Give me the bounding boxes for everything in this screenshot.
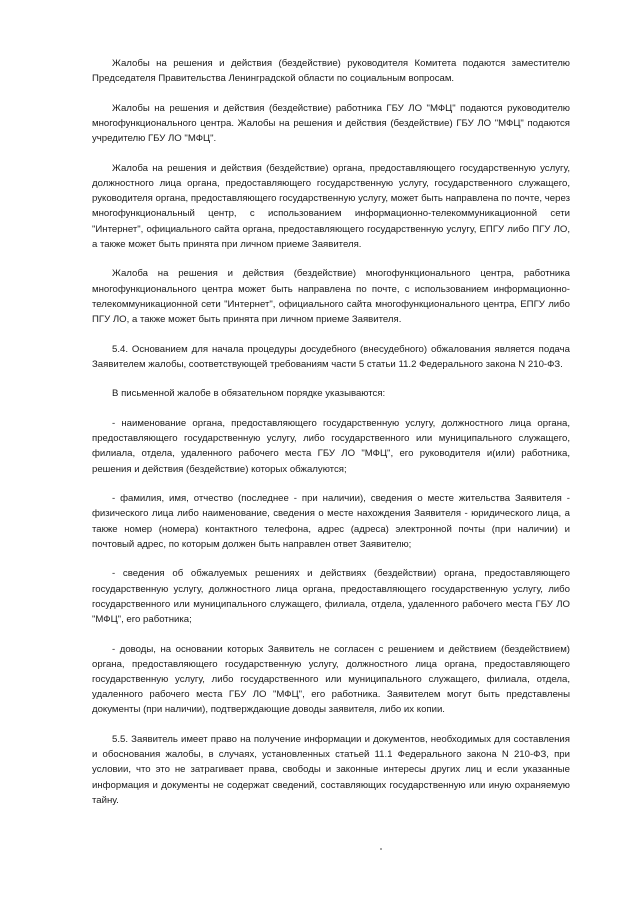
paragraph-complaint-committee-head: Жалобы на решения и действия (бездействие) руководителя Комитета подаются заместителю Председателя Правительства Ленинградской области по социальным вопросам. [92, 58, 570, 85]
paragraph-section-5-5: 5.5. Заявитель имеет право на получение информации и документов, необходимых для составления и обоснования жалобы, в случаях, установленных статьей 11.1 Федерального закона N 210-ФЗ, при условии, что это не затрагивает права, свободы и законные интересы других лиц и если указанные информация и документы не содержат сведений, составляющих государственную или иную охраняемую тайну. [92, 734, 570, 806]
paragraph-section-5-4: 5.4. Основанием для начала процедуры досудебного (внесудебного) обжалования является подача Заявителем жалобы, соответствующей требованиям части 5 статьи 11.2 Федерального закона N 210-ФЗ. [92, 343, 570, 370]
list-item-authority-name: - наименование органа, предоставляющего государственную услугу, должностного лица органа, предоставляющего государственную услугу, либо государственного или муниципального служащего, филиала, отдела, удаленного рабочего места ГБУ ЛО "МФЦ", его руководителя и(или) работника, решения и действия (бездействие) которых обжалуются; [92, 418, 570, 475]
list-item-appealed-decisions: - сведения об обжалуемых решениях и действиях (бездействии) органа, предоставляющего государственную услугу, должностного лица органа, предоставляющего государственную услугу, либо государственного или муниципального служащего, филиала, отдела, удаленного рабочего места ГБУ ЛО "МФЦ", его работника; [92, 568, 570, 626]
paragraph-complaint-authority: Жалоба на решения и действия (бездействие) органа, предоставляющего государственную услугу, должностного лица органа, предоставляющего государственную услугу, государственного служащего, руководителя органа, предоставляющего государственную услугу, может быть направлена по почте, через многофункциональный центр, с использованием информационно-телекоммуникационной сети "Интернет", официального сайта органа, предоставляющего государственную услугу, ЕПГУ либо ПГУ ЛО, а также может быть принята при личном приеме Заявителя. [92, 162, 570, 250]
paragraph-written-complaint-intro: В письменной жалобе в обязательном порядке указываются: [112, 388, 386, 400]
scan-speck [380, 848, 382, 850]
list-item-applicant-details: - фамилия, имя, отчество (последнее - при наличии), сведения о месте жительства Заявителя - физического лица либо наименование, сведения о месте нахождения Заявителя - юридического лица, а также номер (номера) контактного телефона, адрес (адреса) электронной почты (при наличии) и почтовый адрес, по которым должен быть направлен ответ Заявителю; [92, 493, 570, 550]
paragraph-complaint-mfc-worker: Жалобы на решения и действия (бездействие) работника ГБУ ЛО "МФЦ" подаются руководителю многофункционального центра. Жалобы на решения и действия (бездействие) ГБУ ЛО "МФЦ" подаются учредителю ГБУ ЛО "МФЦ". [92, 102, 570, 145]
paragraph-complaint-mfc: Жалоба на решения и действия (бездействие) многофункционального центра, работника многофункционального центра может быть направлена по почте, с использованием информационно-телекоммуникационной сети "Интернет", официального сайта многофункционального центра, ЕПГУ либо ПГУ ЛО, а также может быть принята при личном приеме Заявителя. [92, 268, 570, 326]
list-item-arguments: - доводы, на основании которых Заявитель не согласен с решением и действием (бездействием) органа, предоставляющего государственную услугу, должностного лица органа, предоставляющего государственную услугу, либо государственного или муниципального служащего, филиала, отдела, удаленного рабочего места ГБУ ЛО "МФЦ", его работника. Заявителем могут быть представлены документы (при наличии), подтверждающие доводы заявителя, либо их копии. [92, 643, 570, 716]
document-page [92, 56, 570, 822]
